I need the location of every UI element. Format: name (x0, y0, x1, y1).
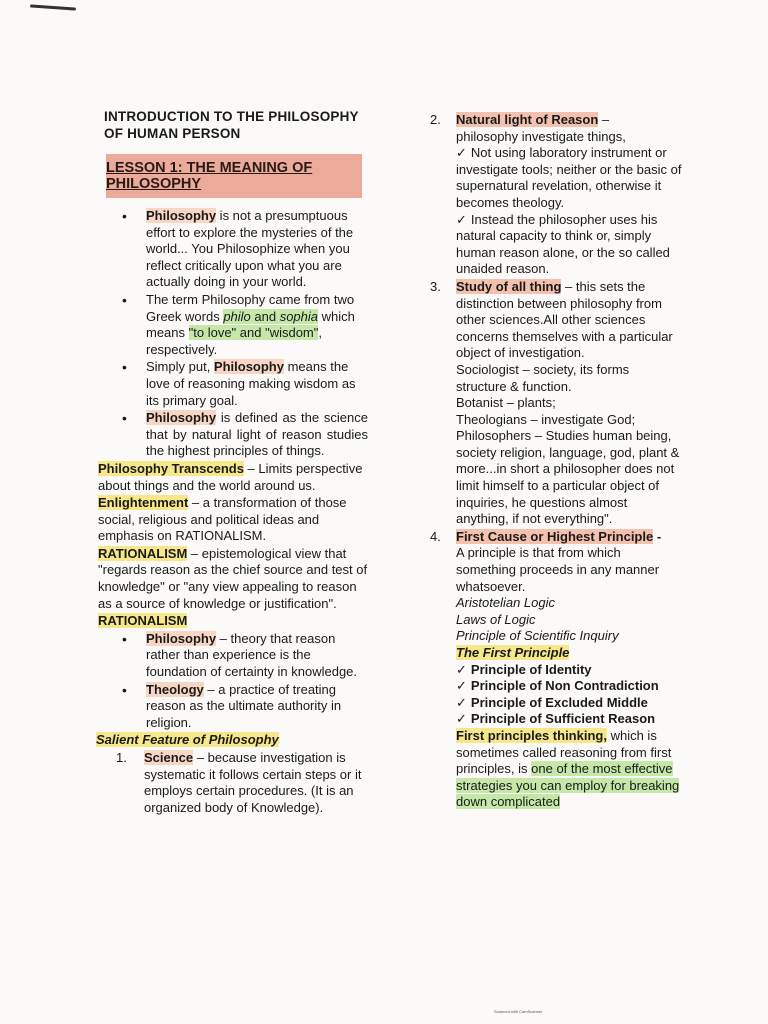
para-enlightenment: Enlightenment – a transformation of those social, religious and political ideas and emphasis on RATIONALISM. (98, 495, 347, 544)
bullet-science-def: • Philosophy is defined as the science that by natural light of reason studies the highest principles of things. (96, 410, 368, 460)
document-title: INTRODUCTION TO THE PHILOSOPHY OF HUMAN PERSON (104, 109, 359, 141)
scan-mark (30, 4, 76, 10)
scanner-watermark: Scanned with CamScanner (494, 1009, 543, 1014)
lesson-banner: LESSON 1: THE MEANING OF PHILOSOPHY (106, 154, 362, 198)
para-transcends: Philosophy Transcends – Limits perspective about things and the world around us. (98, 460, 363, 493)
bullet-philosophy-def: • Philosophy is not a presumptuous effort to explore the mysteries of the world... You Philosophize when you reflect critically upon what you are actually doing in your world. (96, 208, 368, 291)
bullet-theology: • Theology – a practice of treating reason as the ultimate authority in religion. (96, 682, 368, 732)
heading-salient-feature: Salient Feature of Philosophy (96, 732, 279, 748)
bullet-simply-put: • Simply put, Philosophy means the love of reasoning making wisdom as its primary goal. (96, 359, 368, 409)
item-study-of-all-thing: 3. Study of all thing – this sets the distinction between philosophy from other sciences.All other sciences concerns themselves with a particular object of investigation. Sociologist – society, its forms structure & function. Botanist – plants; Theologians – investigate God; Philosophers – Studies human being, society religion, language, god, plant & more...in short a philosopher does not limit himself to a particular object of inquiries, he questions almost anything, if not everything". (430, 278, 680, 527)
left-column (96, 108, 368, 816)
heading-rationalism: RATIONALISM (98, 613, 188, 629)
heading-first-principle: The First Principle (456, 645, 570, 660)
bullet-rationalism-philosophy: • Philosophy – theory that reason rather than experience is the foundation of certainty in knowledge. (96, 631, 368, 681)
right-column (430, 112, 682, 812)
para-rationalism: RATIONALISM – epistemological view that "regards reason as the chief source and test of knowledge" or "any view appealing to reason as a source of knowledge or justification". (98, 545, 368, 611)
bullet-term-origin: • The term Philosophy came from two Greek words philo and sophia which means "to love" and "wisdom", respectively. (96, 292, 368, 358)
item-science: 1. Science – because investigation is systematic it follows certain steps or it employs certain procedures. (It is an organized body of Knowledge). (116, 750, 362, 815)
first-principles-thinking: First principles thinking, which is sometimes called reasoning from first principles, is one of the most effective strategies you can employ for breaking down complicated (456, 727, 680, 810)
item-natural-light: 2. Natural light of Reason – philosophy investigate things, ✓ Not using laboratory instrument or investigate tools; neither or the basic of supernatural revelation, otherwise it becomes theology. ✓ Instead the philosopher uses his natural capacity to think or, simply human reason alone, or the so called unaided reason. (430, 112, 682, 277)
item-first-cause: 4. First Cause or Highest Principle - A principle is that from which something proceeds in any manner whatsoever. Aristotelian Logic Laws of Logic Principle of Scientific Inquiry The First Principle ✓ Principle of Identity ✓ Principle of Non Contradiction ✓ Principle of Excluded Middle ✓ Principle of Sufficient Reason First principles thinking, which is sometimes called reasoning from first principles, is one of the most effective strategies you can employ for breaking down complicated (430, 529, 682, 811)
